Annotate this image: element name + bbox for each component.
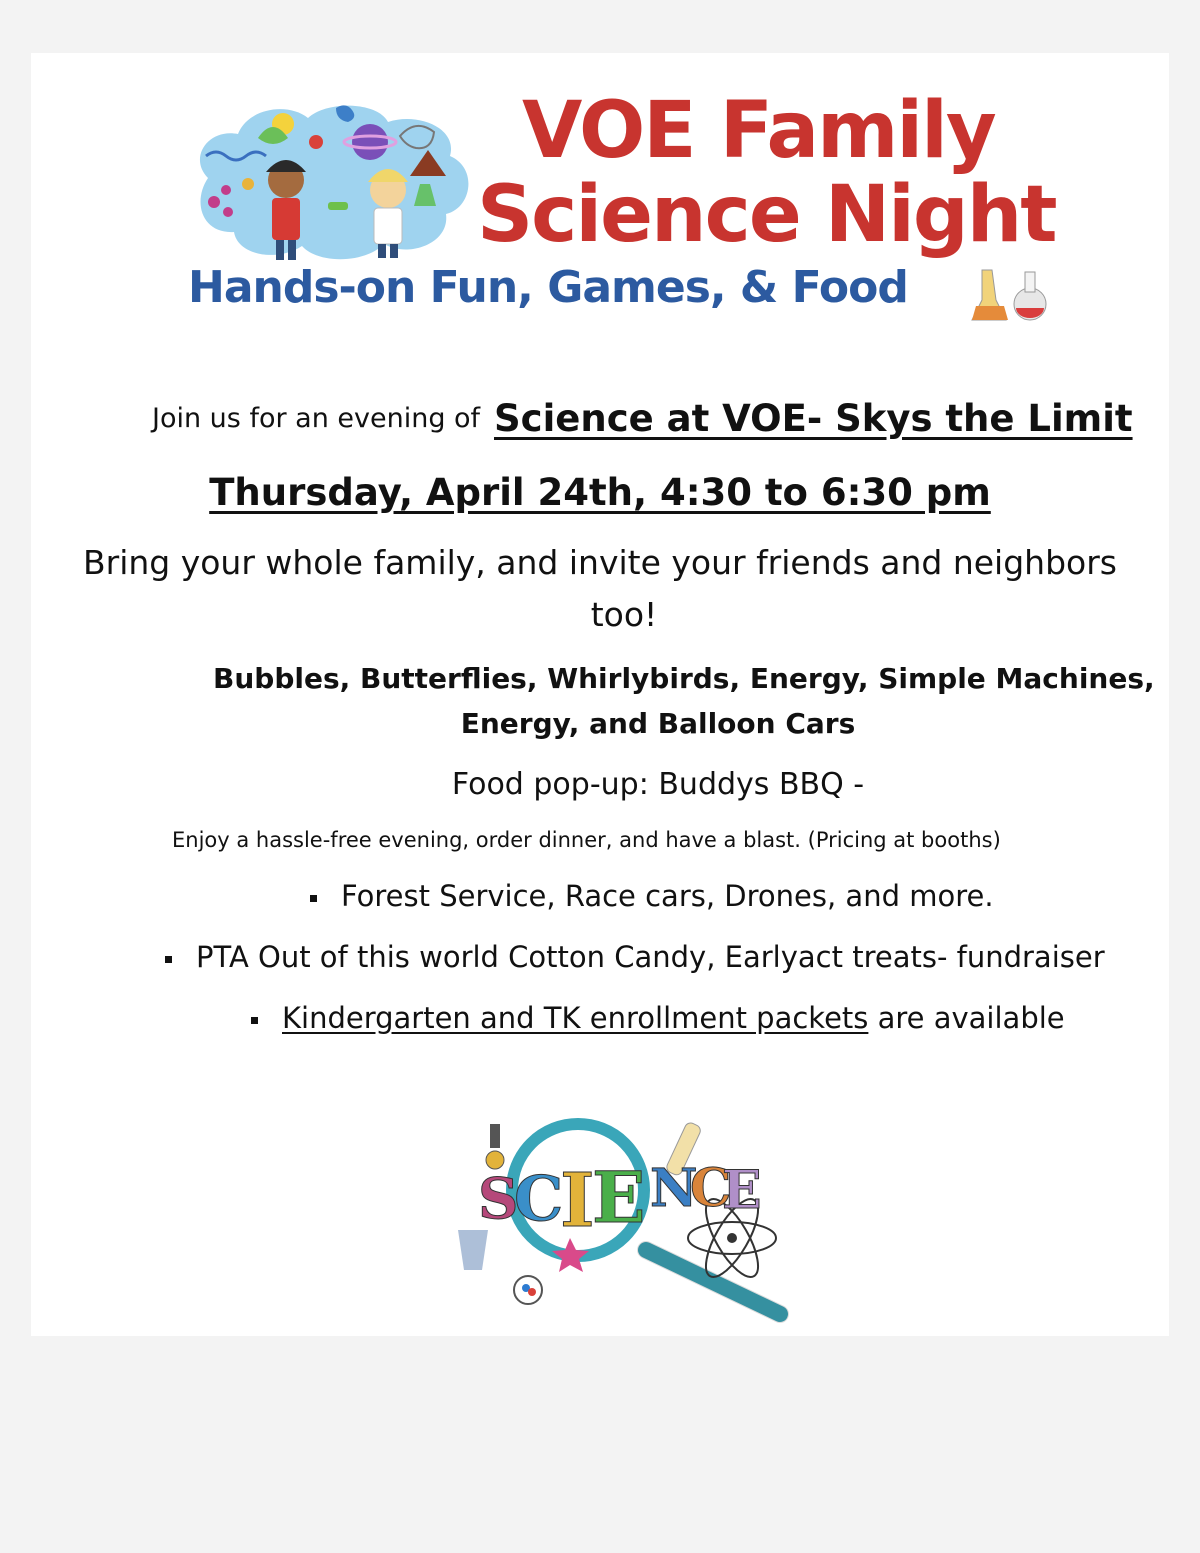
science-word <box>478 1156 762 1244</box>
title-line-2: Science Night <box>477 170 1056 260</box>
bullet-text: Forest Service, Race cars, Drones, and more. <box>341 879 994 913</box>
bullet-item-3 <box>251 1001 1065 1035</box>
crab-icon <box>309 135 323 149</box>
bullet-icon <box>165 956 172 963</box>
bullet-item-2 <box>165 940 1105 974</box>
event-date-time: Thursday, April 24th, 4:30 to 6:30 pm <box>209 471 991 514</box>
invite-line-1: Bring your whole family, and invite your friends and neighbors <box>82 543 1117 582</box>
enjoy-note: Enjoy a hassle-free evening, order dinner, and have a blast. (Pricing at booths) <box>172 828 1001 852</box>
planet-icon <box>352 124 388 160</box>
logo-letter: S <box>478 1166 519 1232</box>
event-theme: Science at VOE- Skys the Limit <box>494 397 1133 440</box>
logo-letter: C <box>514 1162 564 1235</box>
kindergarten-link[interactable]: Kindergarten and TK enrollment packets <box>282 1001 869 1035</box>
join-prefix: Join us for an evening of <box>152 403 481 434</box>
logo-letter: E <box>722 1160 762 1221</box>
invite-line-2: too! <box>590 595 658 634</box>
lamp-icon <box>490 1124 500 1148</box>
food-popup: Food pop-up: Buddys BBQ - <box>451 767 865 802</box>
science-magnifier-logo <box>450 1118 790 1323</box>
lab-flasks-icon <box>968 264 1058 324</box>
logo-letter: N <box>650 1158 698 1219</box>
logo-letter: C <box>690 1158 732 1219</box>
subtitle: Hands-on Fun, Games, & Food <box>188 262 908 313</box>
bullet-item-1 <box>310 879 994 913</box>
bullet-icon <box>251 1017 258 1024</box>
logo-letter: E <box>592 1156 646 1239</box>
atom-icon <box>242 178 254 190</box>
kindergarten-suffix: are available <box>868 1001 1065 1035</box>
join-intro <box>152 405 480 432</box>
activities-line-2: Energy, and Balloon Cars <box>460 707 856 740</box>
title-line-1: VOE Family <box>522 86 995 176</box>
bullet-text: PTA Out of this world Cotton Candy, Earlyact treats- fundraiser <box>196 940 1105 974</box>
logo-letter: I <box>560 1158 595 1244</box>
science-kids-illustration <box>188 98 478 266</box>
activities-line-1: Bubbles, Butterflies, Whirlybirds, Energy, Simple Machines, <box>213 662 1155 695</box>
bullet-icon <box>310 895 317 902</box>
